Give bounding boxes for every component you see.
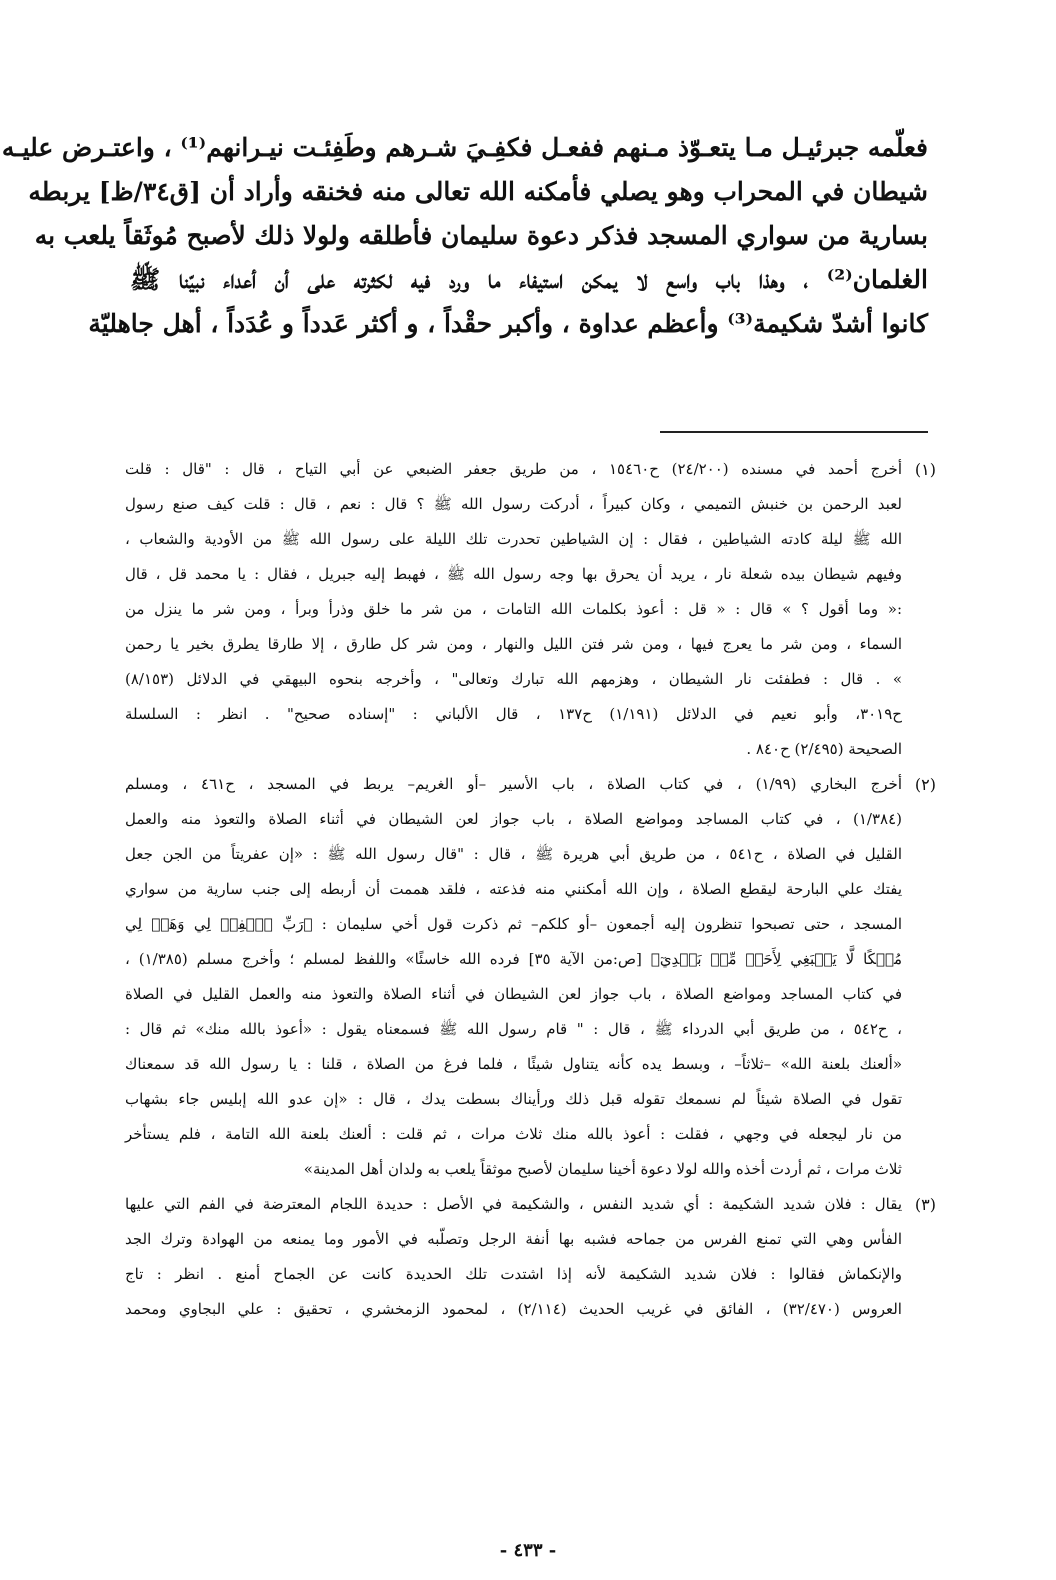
footnote-line: المسجد ، حتى تصبحوا تنظرون إليه أجمعون –أو كلكم– ثم ذكرت قول أخي سليمان : ﴿رَبِّ ٱغۡفِرۡ لِي وَهَبۡ لِي [125,915,902,933]
footnote-line: يقال : فلان شديد الشكيمة : أي شديد النفس ، والشكيمة في الأصل : حديدة اللجام المعترضة في الفم التي عليها [125,1195,902,1213]
main-text-line: شيطان في المحراب وهو يصلي فأمكنه الله تعالى منه فخنقه وأراد أن [ق٣٤/ظ] يربطه [28,177,928,206]
footnote-line: والإنكماش فقالوا : فلان شديد الشكيمة لأنه إذا اشتدت تلك الحديدة كانت عن الجماح أمنع . انظر : تاج [125,1265,902,1283]
footnote-line: أخرج أحمد في مسنده (٢٤/٢٠٠) ح١٥٤٦٠ ، من طريق جعفر الضبعي عن أبي التياح ، قال : "قال : قلت [125,460,902,478]
footnote-line: ، ح٥٤٢ ، من طريق أبي الدرداء ﷺ ، قال : " قام رسول الله ﷺ فسمعناه يقول : «أعوذ بالله منك» ثم قال : [125,1020,902,1038]
footnote-line: أخرج البخاري (١/٩٩) ، في كتاب الصلاة ، باب الأسير –أو الغريم– يربط في المسجد ، ح٤٦١ ، ومسلم [125,775,902,793]
footnote-line: :« وما أقول ؟ » قال : « قل : أعوذ بكلمات الله التامات ، من شر ما خلق وذرأ وبرأ ، ومن شر ما ينزل من [125,600,902,618]
footnote-line: مُلۡكًا لَّا يَنۢبَغِي لِأَحَدٖ مِّنۢ بَعۡدِيٓ﴾ [ص:من الآية ٣٥] فرده الله خاسئًا» واللفظ لمسلم ؛ وأخرج مسلم (١/٣٨٥) ، [125,950,902,968]
footnote-number: (٢) [914,775,936,794]
main-text-line: الغلمان⁽²⁾ ، وهذا باب واسع لا يمكن استيفاء ما ورد فيه لكثرته على أن أعداء نبيّنا ﷺ [130,265,928,294]
footnote-number: (٣) [914,1195,936,1214]
footnote-line: «ألعنك بلعنة الله» –ثلاثاً– ، وبسط يده كأنه يتناول شيئًا ، فلما فرغ من الصلاة ، قلنا : يا رسول الله قد سمعناك [125,1055,902,1073]
footnote-line: من نار ليجعله في وجهي ، فقلت : أعوذ بالله منك ثلاث مرات ، ثم قلت : ألعنك بلعنة الله التامة ، فلم يستأخر [125,1125,902,1143]
footnote-2 [125,767,936,1187]
main-text-line: كانوا أشدّ شكيمة⁽³⁾ وأعظم عداوة ، وأكبر حقْداً ، و أكثر عَدداً و عُدَداً ، أهل جاهليّة [88,309,928,338]
footnote-line: » . قال : فطفئت نار الشيطان ، وهزمهم الله تبارك وتعالى" ، وأخرجه بنحوه البيهقي في الدلائل (٨/١٥٣) [125,670,902,688]
footnotes [125,452,936,1327]
footnote-separator [660,431,928,433]
footnote-line: لعبد الرحمن بن خنبش التميمي ، وكان كبيراً ، أدركت رسول الله ﷺ ؟ قال : نعم ، قال : قلت كيف صنع رسول [125,495,902,513]
footnote-line: ح٣٠١٩، وأبو نعيم في الدلائل (١/١٩١) ح١٣٧ ، قال الألباني : "إسناده صحيح" . انظر : السلسلة [125,705,902,723]
footnote-line: ثلاث مرات ، ثم أردت أخذه والله لولا دعوة أخينا سليمان لأصبح موثقاً يلعب به ولدان أهل المدينة» [303,1160,902,1178]
footnote-body [125,452,902,767]
footnote-number: (١) [914,460,936,479]
footnote-line: القليل في الصلاة ، ح٥٤١ ، من طريق أبي هريرة ﷺ ، قال : "قال رسول الله ﷺ : «إن عفريتاً من الجن جعل [125,845,902,863]
footnote-1 [125,452,936,767]
footnote-line: تقول في الصلاة شيئاً لم نسمعك تقوله قبل ذلك ورأيناك بسطت يدك ، قال : «إن عدو الله إبليس جاء بشهاب [125,1090,902,1108]
footnote-line: السماء ، ومن شر ما يعرج فيها ، ومن شر فتن الليل والنهار ، ومن شر كل طارق ، إلا طارقا يطرق بخير يا رحمن [125,635,902,653]
footnote-3 [125,1187,936,1327]
footnote-line: العروس (٣٢/٤٧٠) ، الفائق في غريب الحديث (٢/١١٤) ، لمحمود الزمخشري ، تحقيق : علي البجاوي ومحمد [125,1300,902,1318]
main-text [1,126,928,346]
footnote-line: الفأس وهي التي تمنع الفرس من جماحه فشبه بها أنفة الرجل وتصلّبه في الأمور وما يمنعه من الهوادة وترك الجد [125,1230,902,1248]
footnote-line: يفتك علي البارحة ليقطع الصلاة ، وإن الله أمكنني منه فذعته ، فلقد هممت أن أربطه إلى جنب سارية من سواري [125,880,902,898]
footnote-body [125,767,902,1187]
main-text-line: بسارية من سواري المسجد فذكر دعوة سليمان فأطلقه ولولا ذلك لأصبح مُوثَقاً يلعب به [34,221,928,250]
footnote-line: الله ﷺ ليلة كادته الشياطين ، فقال : إن الشياطين تحدرت تلك الليلة على رسول الله ﷺ من الأودية والشعاب ، [125,530,902,548]
footnote-line: في كتاب المساجد ومواضع الصلاة ، باب جواز لعن الشيطان في أثناء الصلاة والتعوذ منه والعمل القليل في الصلاة [125,985,902,1003]
footnote-body [125,1187,902,1327]
page-number: - ٤٣٣ - [499,1540,557,1561]
footnote-line: وفيهم شيطان بيده شعلة نار ، يريد أن يحرق بها وجه رسول الله ﷺ ، فهبط إليه جبريل ، فقال : يا محمد قل ، قال [125,565,902,583]
footnote-line: (١/٣٨٤) ، في كتاب المساجد ومواضع الصلاة ، باب جواز لعن الشيطان في أثناء الصلاة والتعوذ منه والعمل [125,810,902,828]
main-text-line: فعلّمه جبرئيـل مـا يتعـوّذ مـنهم ففعـل فكفِـيَ شـرهم وطَفِئـت نيـرانهم⁽¹⁾ ، واعتـرض عليـه [1,133,928,162]
footnote-line: الصحيحة (٢/٤٩٥) ح٨٤٠ . [746,740,902,758]
